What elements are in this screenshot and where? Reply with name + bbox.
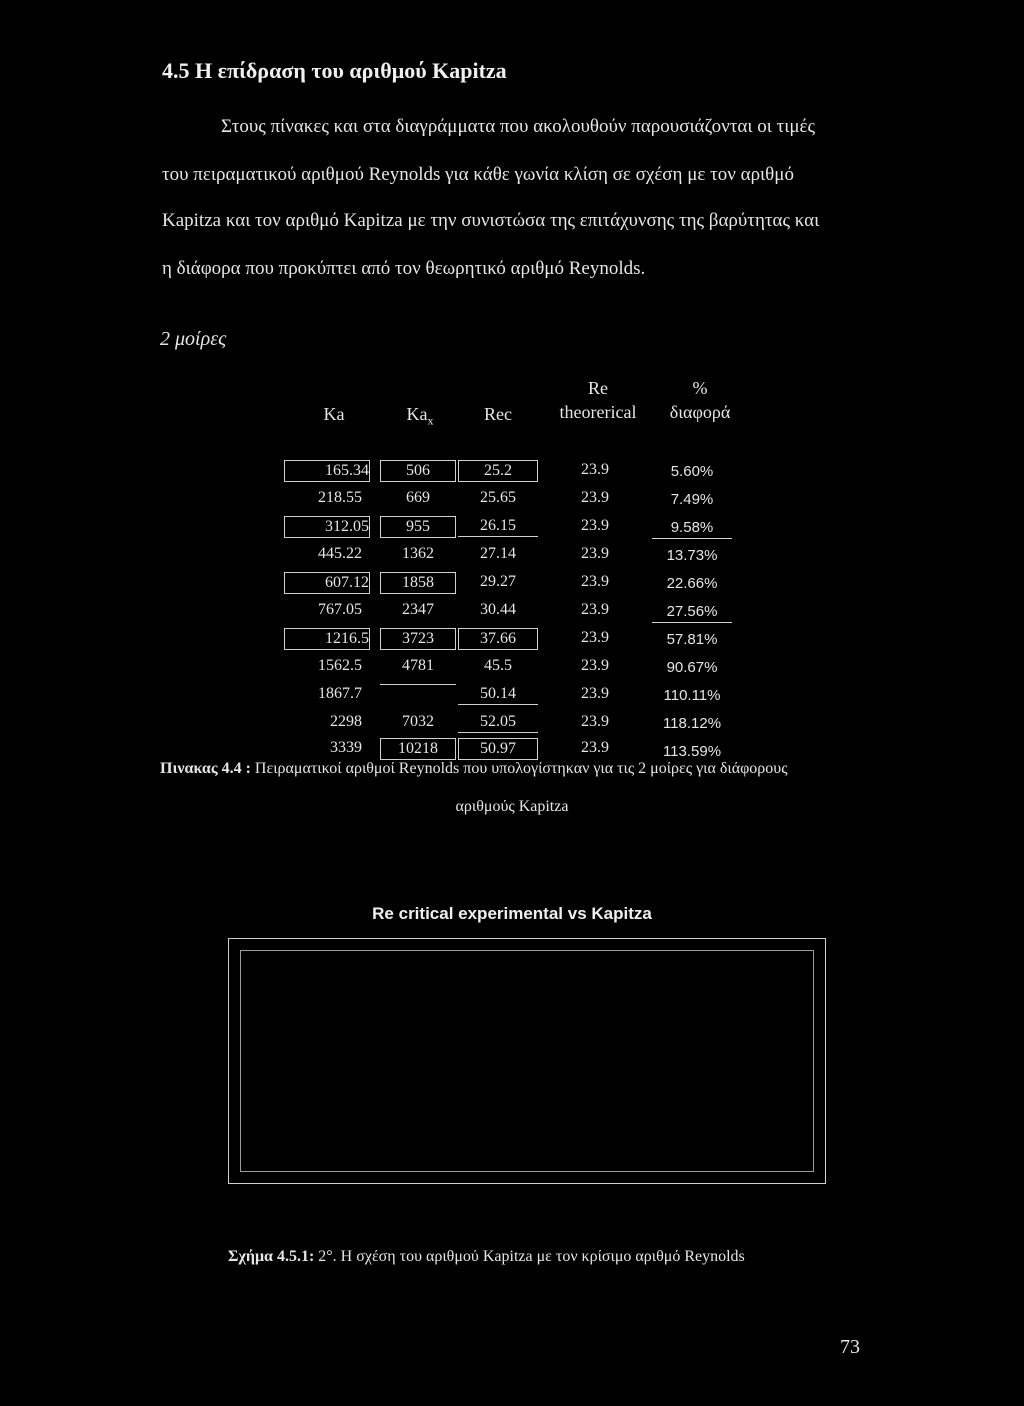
chart-plot-area bbox=[240, 950, 814, 1172]
cell-rec: 37.66 bbox=[458, 628, 538, 650]
cell-ka: 2298 bbox=[330, 713, 362, 730]
figure-caption-text: 2°. Η σχέση του αριθμού Kapitza με τον κρίσιμο αριθμό Reynolds bbox=[318, 1248, 745, 1265]
table-caption-label: Πινακας 4.4 : bbox=[160, 760, 251, 777]
cell-kax bbox=[380, 684, 456, 685]
cell-kax: 955 bbox=[380, 516, 456, 538]
cell-rec: 50.14 bbox=[458, 684, 538, 705]
table-caption bbox=[160, 760, 788, 778]
cell-pct: 90.67% bbox=[666, 659, 718, 676]
cell-pct: 9.58% bbox=[652, 518, 732, 539]
table-caption-text: Πειραματικοί αριθμοί Reynolds που υπολογίστηκαν για τις 2 μοίρες για διάφορους bbox=[254, 760, 788, 777]
figure-caption bbox=[228, 1248, 745, 1266]
table-caption-line2: αριθμούς Kapitza bbox=[455, 798, 569, 815]
cell-pct: 113.59% bbox=[662, 743, 722, 760]
cell-pct: 13.73% bbox=[666, 547, 718, 564]
cell-ka: 218.55 bbox=[318, 489, 362, 506]
cell-ka: 3339 bbox=[330, 739, 362, 756]
cell-rec: 29.27 bbox=[480, 573, 516, 590]
cell-ka: 1216.5 bbox=[284, 628, 370, 650]
cell-re: 23.9 bbox=[581, 685, 609, 702]
cell-kax: 506 bbox=[380, 460, 456, 482]
cell-kax: 669 bbox=[406, 489, 430, 506]
header-rec: Rec bbox=[484, 404, 512, 424]
header-pct-line1: % bbox=[692, 378, 708, 398]
cell-rec: 25.65 bbox=[480, 489, 516, 506]
cell-pct: 5.60% bbox=[670, 463, 714, 480]
header-pct-line2: διαφορά bbox=[669, 402, 731, 422]
cell-rec: 30.44 bbox=[480, 601, 516, 618]
cell-pct: 110.11% bbox=[663, 687, 721, 704]
cell-ka: 445.22 bbox=[318, 545, 362, 562]
cell-ka: 767.05 bbox=[318, 601, 362, 618]
page-number: 73 bbox=[840, 1336, 860, 1358]
subsection-label: 2 μοίρες bbox=[160, 328, 227, 350]
cell-kax: 1858 bbox=[380, 572, 456, 594]
cell-kax: 3723 bbox=[380, 628, 456, 650]
paragraph-line: η διάφορα που προκύπτει από τον θεωρητικό αριθμό Reynolds. bbox=[162, 258, 646, 279]
cell-ka: 165.34 bbox=[284, 460, 370, 482]
header-re-line2: theorerical bbox=[559, 402, 637, 422]
cell-ka: 312.05 bbox=[284, 516, 370, 538]
section-title: 4.5 Η επίδραση του αριθμού Kapitza bbox=[162, 58, 507, 83]
cell-rec: 45.5 bbox=[484, 657, 512, 674]
cell-re: 23.9 bbox=[581, 739, 609, 756]
cell-rec: 26.15 bbox=[458, 516, 538, 537]
cell-kax: 7032 bbox=[402, 713, 434, 730]
figure-caption-label: Σχήμα 4.5.1: bbox=[228, 1248, 315, 1265]
cell-re: 23.9 bbox=[581, 601, 609, 618]
cell-ka: 607.12 bbox=[284, 572, 370, 594]
cell-ka: 1562.5 bbox=[318, 657, 362, 674]
cell-re: 23.9 bbox=[581, 629, 609, 646]
cell-pct: 7.49% bbox=[670, 491, 714, 508]
cell-rec: 27.14 bbox=[480, 545, 516, 562]
cell-pct: 27.56% bbox=[652, 602, 732, 623]
cell-kax: 1362 bbox=[402, 545, 434, 562]
cell-re: 23.9 bbox=[581, 489, 609, 506]
cell-pct: 22.66% bbox=[666, 575, 718, 592]
cell-kax: 2347 bbox=[402, 601, 434, 618]
cell-kax: 4781 bbox=[402, 657, 434, 674]
cell-re: 23.9 bbox=[581, 573, 609, 590]
cell-pct: 57.81% bbox=[666, 631, 718, 648]
cell-re: 23.9 bbox=[581, 461, 609, 478]
header-kax-base: Ka bbox=[406, 404, 428, 424]
header-kax-subscript: x bbox=[427, 413, 434, 428]
cell-rec: 50.97 bbox=[458, 738, 538, 760]
cell-re: 23.9 bbox=[581, 657, 609, 674]
paragraph-line: Kapitza και τον αριθμό Kapitza με την συνιστώσα της επιτάχυνσης της βαρύτητας και bbox=[162, 210, 820, 231]
cell-re: 23.9 bbox=[581, 713, 609, 730]
header-re-line1: Re bbox=[588, 378, 608, 398]
cell-re: 23.9 bbox=[581, 517, 609, 534]
header-ka: Ka bbox=[323, 404, 345, 424]
cell-rec: 25.2 bbox=[458, 460, 538, 482]
cell-re: 23.9 bbox=[581, 545, 609, 562]
cell-pct: 118.12% bbox=[662, 715, 722, 732]
header-kax bbox=[392, 404, 448, 429]
cell-ka: 1867.7 bbox=[318, 685, 362, 702]
paragraph-line: του πειραματικού αριθμού Reynolds για κάθε γωνία κλίση σε σχέση με τον αριθμό bbox=[162, 164, 794, 185]
cell-kax: 10218 bbox=[380, 738, 456, 760]
cell-rec: 52.05 bbox=[458, 712, 538, 733]
figure-title: Re critical experimental vs Kapitza bbox=[372, 904, 652, 923]
paragraph-line: Στους πίνακες και στα διαγράμματα που ακολουθούν παρουσιάζονται οι τιμές bbox=[221, 116, 816, 137]
